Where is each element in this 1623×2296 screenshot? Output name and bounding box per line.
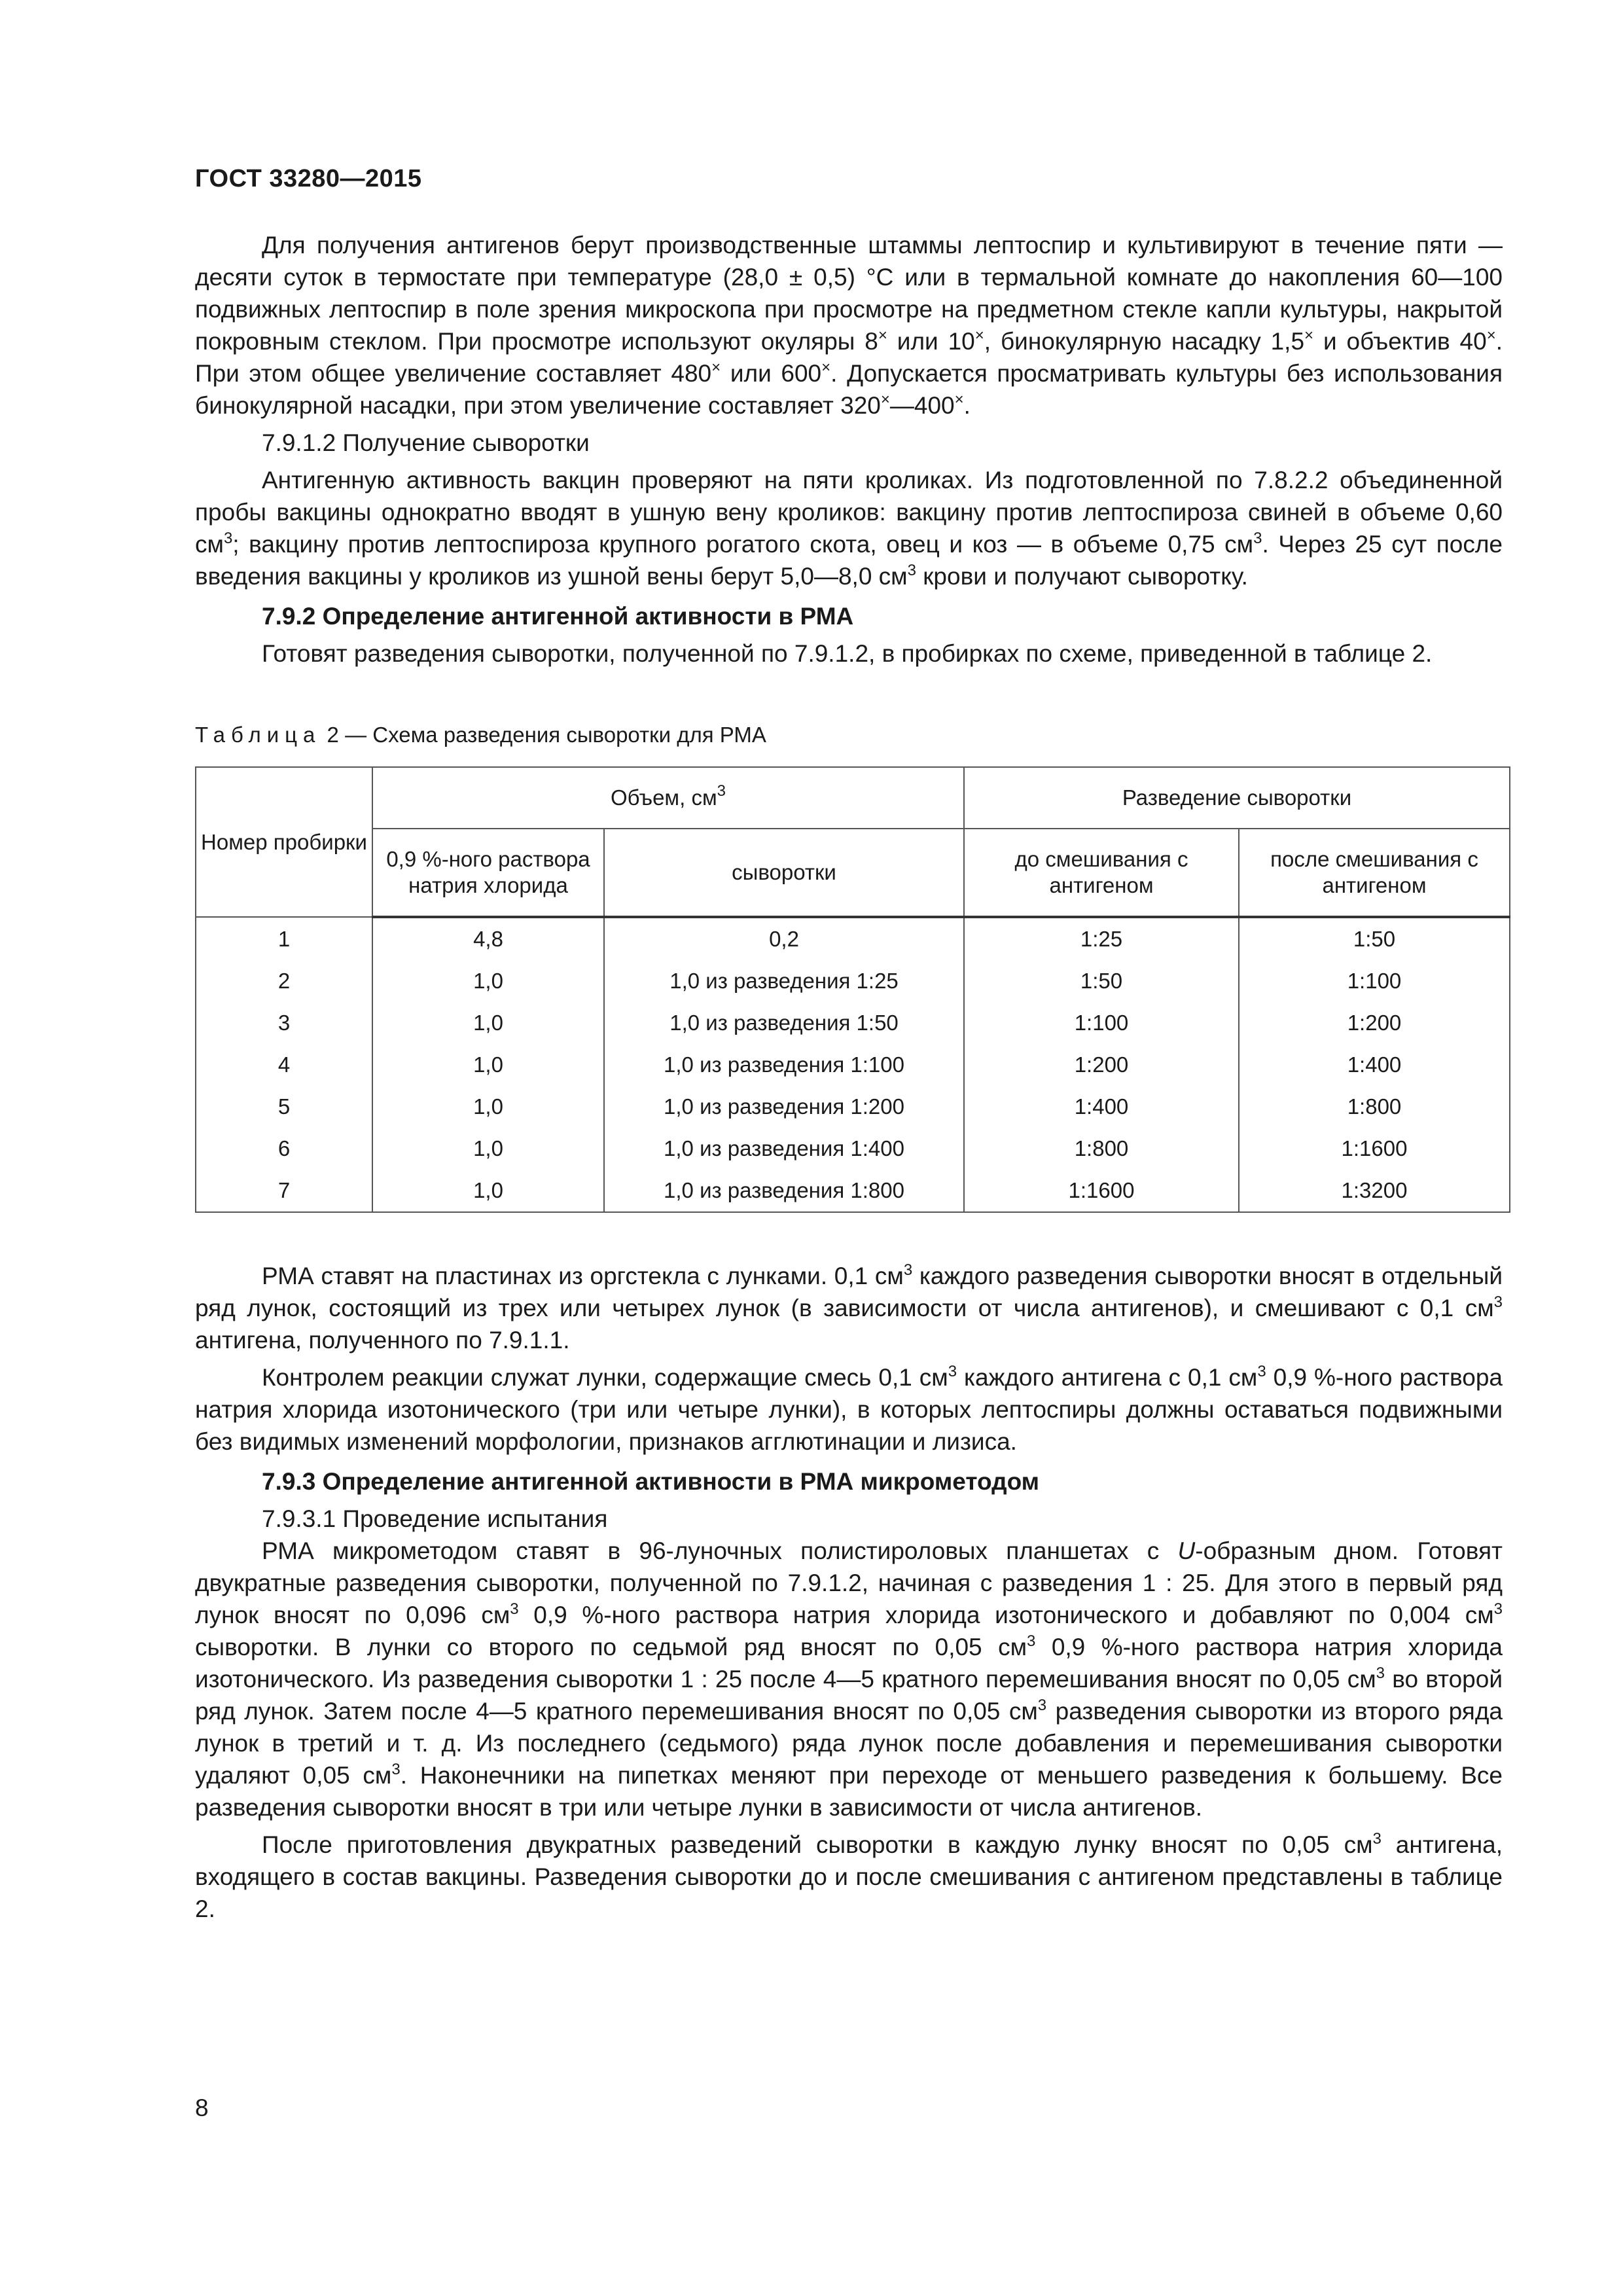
header-nacl-solution: 0,9 %-ного раствора натрия хлорида (372, 829, 604, 917)
table-row: 3 1,0 1,0 из разведения 1:50 1:100 1:200 (196, 1002, 1510, 1044)
header-before-mixing: до смешивания с антигеном (964, 829, 1239, 917)
subsection-heading-7-9-3-1: 7.9.3.1 Проведение испытания (262, 1505, 608, 1532)
section-heading-7-9-2: 7.9.2 Определение антигенной активности в РМА (262, 603, 854, 630)
paragraph-dilutions-intro: Готовят разведения сыворотки, полученной по 7.9.1.2, в пробирках по схеме, приведенной в таблице 2. (262, 640, 1433, 667)
document-body (195, 229, 1503, 1925)
paragraph-rma-plates: РМА ставят на пластинах из оргстекла с лунками. 0,1 $см^3$ каждого разведения сыворотки вносят в отдельный ряд лунок, состоящий из трех или четырех лунок (в зависимости от числа антигенов), и смешивают с 0,1 $см^3$ антигена, полученного по 7.9.1.1. (195, 1261, 1503, 1354)
table-row: 6 1,0 1,0 из разведения 1:400 1:800 1:1600 (196, 1128, 1510, 1170)
header-after-mixing: после смешивания с антигеном (1239, 829, 1510, 917)
page-number: 8 (195, 2094, 209, 2121)
table-caption: Таблица 2 — Схема разведения сыворотки для РМА (195, 723, 766, 747)
paragraph-serum-obtaining: Антигенную активность вакцин проверяют на пяти кроликах. Из подготовленной по 7.8.2.2 объединенной пробы вакцины однократно вводят в ушную вену кроликов: вакцину против лептоспироза свиней в объеме 0,60 $см^3$; вакцину против лептоспироза крупного рогатого скота, овец и коз — в объеме 0,75 $см^3$. Через 25 сут после введения вакцины у кроликов из ушной вены берут 5,0—8,0 $см^3$ крови и получают сыворотку. (195, 467, 1503, 590)
paragraph-micromethod: РМА микрометодом ставят в 96-луночных полистироловых планшетах с U-образным дном. Готовят двукратные разведения сыворотки, полученной по 7.9.1.2, начиная с разведения 1 : 25. Для этого в первый ряд лунок вносят по 0,096 $см^3$ 0,9 %-ного раствора натрия хлорида изотонического и добавляют по 0,004 $см^3$ сыворотки. В лунки со второго по седьмой ряд вносят по 0,05 $см^3$ 0,9 %-ного раствора натрия хлорида изотонического. Из разведения сыворотки 1 : 25 после 4—5 кратного перемешивания вносят по 0,05 $см^3$ во второй ряд лунок. Затем после 4—5 кратного перемешивания вносят по 0,05 $см^3$ разведения сыворотки из второго ряда лунок в третий и т. д. Из последнего (седьмого) ряда лунок после добавления и перемешивания сыворотки удаляют 0,05 $см^3$. Наконечники на пипетках меняют при переходе от меньшего разведения к большему. Все разведения сыворотки вносят в три или четыре лунки в зависимости от числа антигенов. (195, 1537, 1503, 1821)
table-row: 1 4,8 0,2 1:25 1:50 (196, 917, 1510, 960)
table-row: 7 1,0 1,0 из разведения 1:800 1:1600 1:3200 (196, 1170, 1510, 1212)
table-row: 2 1,0 1,0 из разведения 1:25 1:50 1:100 (196, 960, 1510, 1002)
dilution-table (195, 766, 1510, 1213)
header-serum: сыворотки (604, 829, 964, 917)
section-heading-7-9-3: 7.9.3 Определение антигенной активности в РМА микрометодом (262, 1468, 1040, 1495)
header-volume: Объем, $см^3$ (372, 767, 964, 829)
header-tube-number: Номер пробирки (196, 767, 372, 917)
header-serum-dilution: Разведение сыворотки (964, 767, 1510, 829)
paragraph-reaction-control: Контролем реакции служат лунки, содержащие смесь 0,1 $см^3$ каждого антигена с 0,1 $см^3$ 0,9 %-ного раствора натрия хлорида изотонического (три или четыре лунки), в которых лептоспиры должны оставаться подвижными без видимых изменений морфологии, признаков агглютинации и лизиса. (195, 1363, 1503, 1455)
table-row: 4 1,0 1,0 из разведения 1:100 1:200 1:400 (196, 1044, 1510, 1086)
document-header: ГОСТ 33280—2015 (195, 165, 422, 192)
paragraph-antigen-addition: После приготовления двукратных разведений сыворотки в каждую лунку вносят по 0,05 $см^3$ антигена, входящего в состав вакцины. Разведения сыворотки до и после смешивания с антигеном представлены в таблице 2. (195, 1830, 1503, 1922)
subsection-heading-7-9-1-2: 7.9.1.2 Получение сыворотки (262, 429, 590, 456)
paragraph-antigen-preparation: Для получения антигенов берут производственные штаммы лептоспир и культивируют в течение пяти — десяти суток в термостате при температуре (28,0 ± 0,5) °С или в термальной комнате до накопления 60—100 подвижных лептоспир в поле зрения микроскопа при просмотре на предметном стекле капли культуры, накрытой покровным стеклом. При просмотре используют окуляры 8× или 10×, бинокулярную насадку 1,5× и объектив 40×. При этом общее увеличение составляет 480× или 600×. Допускается просматривать культуры без использования бинокулярной насадки, при этом увеличение составляет 320×—400×. (195, 232, 1503, 419)
table-row: 5 1,0 1,0 из разведения 1:200 1:400 1:800 (196, 1086, 1510, 1128)
